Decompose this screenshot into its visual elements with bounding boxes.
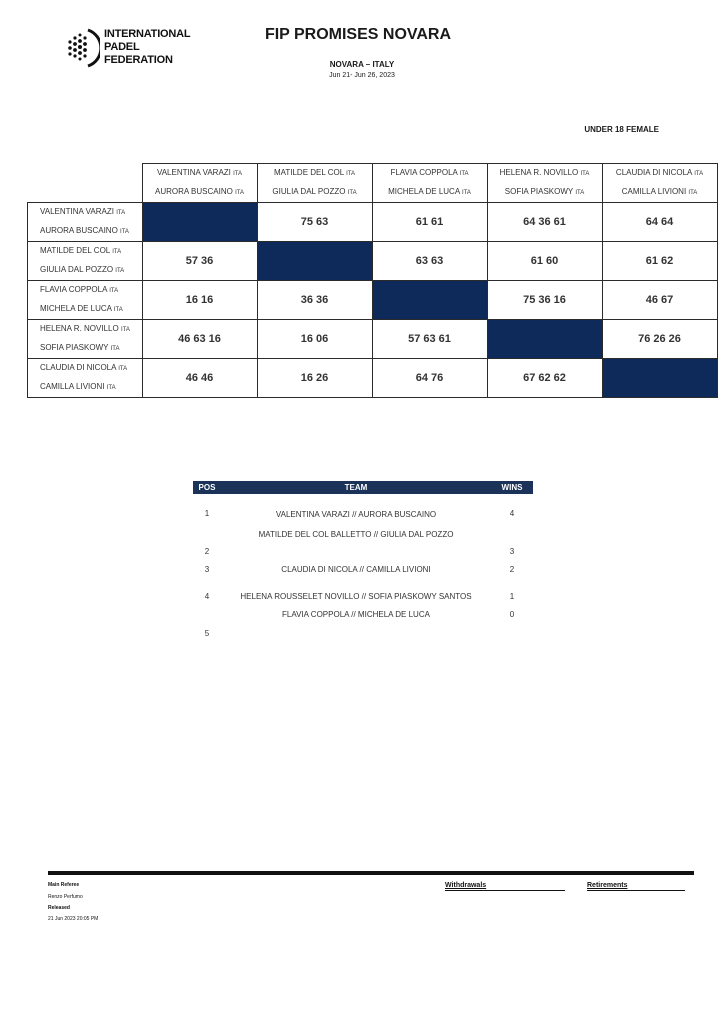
tournament-location: NOVARA – ITALY	[329, 60, 395, 69]
row-header: HELENA R. NOVILLO ITA SOFIA PIASKOWY ITA	[28, 320, 143, 359]
score-cell: 75 36 16	[487, 281, 602, 320]
matrix-header-row	[28, 164, 718, 203]
column-header: FLAVIA COPPOLA ITA MICHELA DE LUCA ITA	[372, 164, 487, 203]
score-cell: 16 26	[257, 359, 372, 398]
score-cell: 46 63 16	[142, 320, 257, 359]
standing-wins: 2	[509, 564, 515, 574]
released-label: Released	[48, 905, 70, 911]
diagonal-cell	[372, 281, 487, 320]
score-cell: 16 16	[142, 281, 257, 320]
diagonal-cell	[142, 203, 257, 242]
score-cell: 36 36	[257, 281, 372, 320]
standings-row	[193, 556, 533, 582]
score-cell: 61 62	[602, 242, 717, 281]
standing-wins: 4	[509, 508, 515, 518]
score-cell: 61 60	[487, 242, 602, 281]
score-cell: 63 63	[372, 242, 487, 281]
diagonal-cell	[257, 242, 372, 281]
matrix-row	[28, 320, 718, 359]
matrix-row	[28, 242, 718, 281]
column-header: VALENTINA VARAZI ITA AURORA BUSCAINO ITA	[142, 164, 257, 203]
score-cell: 64 64	[602, 203, 717, 242]
standing-pos: 3	[204, 564, 210, 574]
tournament-title: FIP PROMISES NOVARA	[264, 26, 452, 43]
team-header: TEAM	[221, 481, 491, 494]
standings-table	[193, 481, 533, 638]
score-cell: 57 36	[142, 242, 257, 281]
category-label: UNDER 18 FEMALE	[584, 125, 659, 134]
standing-pos: 2	[204, 547, 210, 556]
standing-team: CLAUDIA DI NICOLA // CAMILLA LIVIONI	[281, 564, 431, 574]
standings-row	[193, 494, 533, 530]
score-cell: 46 67	[602, 281, 717, 320]
standing-team: VALENTINA VARAZI // AURORA BUSCAINO	[275, 509, 437, 519]
standing-wins: 1	[509, 591, 515, 601]
standing-pos: 4	[204, 591, 210, 601]
score-cell: 57 63 61	[372, 320, 487, 359]
score-cell: 67 62 62	[487, 359, 602, 398]
score-cell: 75 63	[257, 203, 372, 242]
diagonal-cell	[602, 359, 717, 398]
standings-row	[193, 610, 533, 638]
matrix-corner	[28, 164, 143, 203]
column-header: CLAUDIA DI NICOLA ITA CAMILLA LIVIONI ITA	[602, 164, 717, 203]
diagonal-cell	[487, 320, 602, 359]
standing-pos: 1	[204, 508, 210, 518]
footer-divider	[48, 871, 694, 875]
standing-team: HELENA ROUSSELET NOVILLO // SOFIA PIASKOWY SANTOS	[240, 591, 472, 601]
pos-header: POS	[193, 481, 221, 494]
standing-pos: 5	[204, 629, 210, 638]
main-referee-name: Renzo Perfumo	[48, 894, 83, 900]
column-header: HELENA R. NOVILLO ITA SOFIA PIASKOWY ITA	[487, 164, 602, 203]
org-name-line1: INTERNATIONAL	[104, 28, 191, 40]
matrix-row	[28, 359, 718, 398]
retirements-label: Retirements	[587, 882, 628, 889]
row-header: CLAUDIA DI NICOLA ITA CAMILLA LIVIONI ITA	[28, 359, 143, 398]
matrix-row	[28, 281, 718, 320]
score-cell: 76 26 26	[602, 320, 717, 359]
standings-row	[193, 530, 533, 556]
retirements-underline	[587, 890, 685, 891]
tournament-dates: Jun 21- Jun 26, 2023	[329, 72, 395, 79]
standings-header-row	[193, 481, 533, 494]
standing-wins: 3	[509, 547, 515, 556]
score-cell: 64 76	[372, 359, 487, 398]
row-header: VALENTINA VARAZI ITA AURORA BUSCAINO ITA	[28, 203, 143, 242]
standing-team: MATILDE DEL COL BALLETTO // GIULIA DAL POZZO	[258, 530, 454, 539]
standing-wins: 0	[509, 610, 515, 619]
score-cell: 46 46	[142, 359, 257, 398]
results-matrix	[27, 163, 718, 398]
org-name-line3: FEDERATION	[104, 54, 173, 66]
score-cell: 16 06	[257, 320, 372, 359]
wins-header: WINS	[491, 481, 533, 494]
standing-team: FLAVIA COPPOLA // MICHELA DE LUCA	[282, 610, 430, 619]
row-header: FLAVIA COPPOLA ITA MICHELA DE LUCA ITA	[28, 281, 143, 320]
main-referee-label: Main Referee	[48, 882, 80, 888]
org-name-line2: PADEL	[104, 41, 140, 53]
withdrawals-label: Withdrawals	[445, 882, 487, 889]
score-cell: 61 61	[372, 203, 487, 242]
row-header: MATILDE DEL COL ITA GIULIA DAL POZZO ITA	[28, 242, 143, 281]
matrix-row	[28, 203, 718, 242]
released-time: 21 Jun 2023 20:05 PM	[48, 916, 99, 922]
score-cell: 64 36 61	[487, 203, 602, 242]
column-header: MATILDE DEL COL ITA GIULIA DAL POZZO ITA	[257, 164, 372, 203]
withdrawals-underline	[445, 890, 565, 891]
standings-row	[193, 582, 533, 610]
